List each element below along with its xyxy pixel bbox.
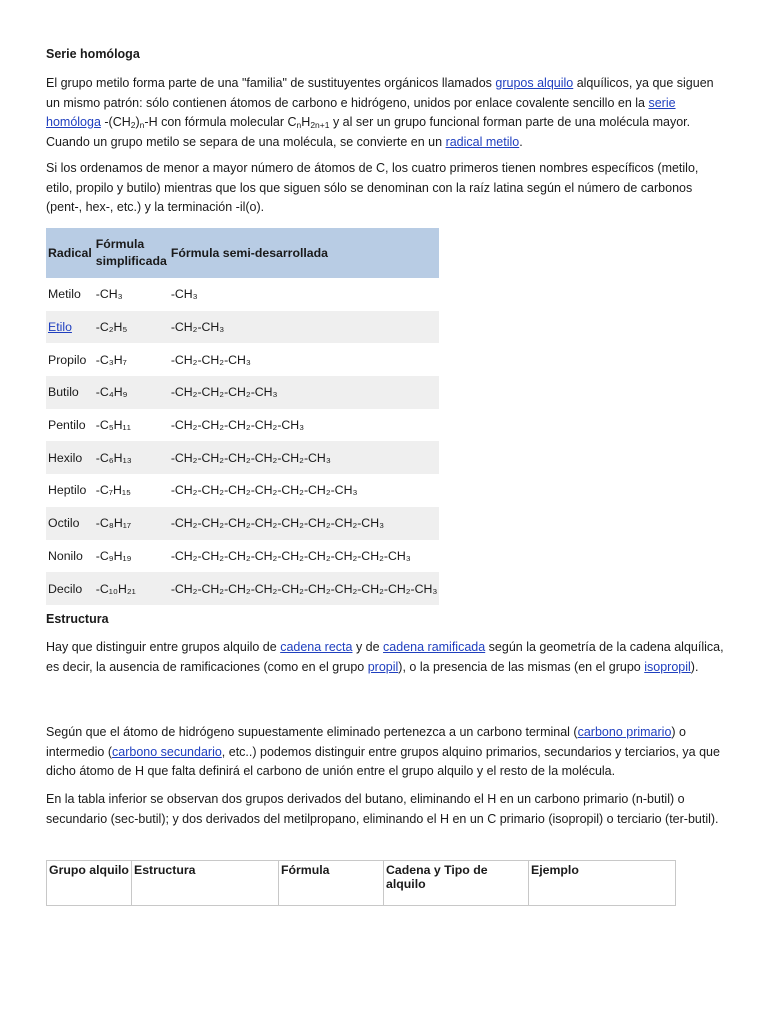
- formula-semi: -CH₂-CH₂-CH₂-CH₂-CH₃: [170, 418, 305, 433]
- radical-name: Heptilo: [48, 483, 87, 498]
- table-row: [46, 409, 439, 442]
- radical-name: Pentilo: [48, 418, 86, 433]
- table-row: [46, 507, 439, 540]
- formula-simple: -C₆H₁₃: [94, 441, 169, 474]
- table-row: [46, 343, 439, 376]
- formula-simple: -C₅H₁₁: [95, 418, 131, 433]
- paragraph-tabla-inferior: En la tabla inferior se observan dos grupos derivados del butano, eliminando el H en un carbono primario (n-butil) o secundario (sec-butil); y dos derivados del metilpropano, eliminando el H en un C primario (isopropil) o terciario (ter-butil).: [46, 792, 719, 826]
- formula-simple: -C₉H₁₉: [95, 548, 132, 563]
- formula-semi: -CH₂-CH₂-CH₂-CH₂-CH₂-CH₂-CH₂-CH₂-CH₂-CH₃: [169, 572, 440, 605]
- radical-name: Metilo: [48, 287, 81, 302]
- formula-simple: -C₃H₇: [95, 352, 127, 367]
- link-carbono-secundario[interactable]: carbono secundario: [112, 744, 222, 759]
- formula-simple: -C₄H₉: [94, 376, 169, 409]
- radical-name: Propilo: [48, 352, 87, 367]
- table-row: [46, 474, 439, 507]
- paragraph-serie-homologa: El grupo metilo forma parte de una "familia" de sustituyentes orgánicos llamados grupos alquilo alquílicos, ya que siguen un mismo patrón: sólo contienen átomos de carbono e hidrógeno, unidos por enlace covalente sencillo en la serie homóloga $-(CH_2)_n-H$ con fórmula molecular $C_nH_{2n+1}$ y al ser un grupo funcional forman parte de una molécula mayor. Cuando un grupo metilo se separa de una molécula, se convierte en un radical metilo.: [46, 76, 714, 149]
- table-row: [46, 441, 439, 474]
- radical-name: Butilo: [46, 376, 94, 409]
- table-row: [46, 278, 439, 311]
- radical-name: Nonilo: [48, 548, 83, 563]
- formula-semi: -CH₂-CH₂-CH₂-CH₂-CH₂-CH₂-CH₂-CH₃: [169, 507, 440, 540]
- formula-semi: -CH₂-CH₃: [169, 311, 440, 344]
- paragraph-hidrogeno: Según que el átomo de hidrógeno supuestamente eliminado pertenezca a un carbono terminal (carbono primario) o intermedio (carbono secundario, etc..) podemos distinguir entre grupos alquino primarios, secundarios y terciarios, ya que dicho átomo de H que falta definirá el carbono de unión entre el grupo alquilo y el resto de la molécula.: [46, 725, 720, 778]
- formula-semi: -CH₂-CH₂-CH₂-CH₂-CH₂-CH₃: [169, 441, 440, 474]
- section-heading-estructura: Estructura: [46, 612, 109, 626]
- table-header-row: [46, 228, 439, 278]
- radical-name: Octilo: [46, 507, 94, 540]
- paragraph-ordenamiento: Si los ordenamos de menor a mayor número de átomos de C, los cuatro primeros tienen nombres específicos (metilo, etilo, propilo y butilo) mientras que los que siguen sólo se denominan con la raíz latina según el número de carbonos (pent-, hex-, etc.) y la terminación -il(o).: [46, 161, 699, 214]
- link-propil[interactable]: propil: [367, 659, 399, 674]
- table-row: [46, 540, 439, 573]
- header-ejemplo: Ejemplo: [529, 861, 676, 906]
- section-heading-serie-homologa: Serie homóloga: [46, 47, 140, 61]
- table-row: [46, 572, 439, 605]
- link-cadena-ramificada[interactable]: cadena ramificada: [383, 640, 486, 654]
- header-grupo-alquilo: Grupo alquilo: [47, 861, 132, 906]
- link-carbono-primario[interactable]: carbono primario: [577, 725, 672, 739]
- link-serie-homologa[interactable]: serie homóloga: [46, 95, 676, 129]
- header-cadena-tipo: Cadena y Tipo de alquilo: [384, 861, 529, 906]
- alkyl-groups-table: [46, 860, 676, 906]
- link-etilo[interactable]: Etilo: [48, 320, 72, 335]
- table-row: [46, 376, 439, 409]
- header-radical: Radical: [46, 228, 94, 278]
- formula-simple: -C₂H₅: [94, 311, 169, 344]
- radicals-table: [46, 228, 439, 605]
- formula-semi: -CH₂-CH₂-CH₂-CH₂-CH₂-CH₂-CH₃: [170, 483, 358, 498]
- table-header-row: [47, 861, 676, 906]
- header-formula: Fórmula: [279, 861, 384, 906]
- header-estructura: Estructura: [132, 861, 279, 906]
- formula-simple: -C₁₀H₂₁: [94, 572, 169, 605]
- link-isopropil[interactable]: isopropil: [644, 659, 691, 674]
- header-formula-simplificada: Fórmula simplificada: [94, 228, 169, 278]
- link-radical-metilo[interactable]: radical metilo: [445, 134, 520, 149]
- radical-name: Decilo: [46, 572, 94, 605]
- formula-simple: -C₇H₁₅: [95, 483, 131, 498]
- paragraph-cadena: Hay que distinguir entre grupos alquilo de cadena recta y de cadena ramificada según la geometría de la cadena alquílica, es decir, la ausencia de ramificaciones (como en el grupo propil), o la presencia de las mismas (en el grupo isopropil).: [46, 640, 724, 674]
- formula-simple: -CH₃: [95, 287, 123, 302]
- formula-semi: -CH₂-CH₂-CH₂-CH₃: [169, 376, 440, 409]
- header-formula-semi: Fórmula semi-desarrollada: [169, 228, 440, 278]
- formula-semi: -CH₃: [170, 287, 198, 302]
- formula-simple: -C₈H₁₇: [94, 507, 169, 540]
- radical-name: [46, 311, 94, 344]
- radical-name: Hexilo: [46, 441, 94, 474]
- link-grupos-alquilo[interactable]: grupos alquilo: [495, 76, 574, 90]
- link-cadena-recta[interactable]: cadena recta: [280, 640, 353, 654]
- formula-semi: -CH₂-CH₂-CH₃: [170, 352, 251, 367]
- formula-semi: -CH₂-CH₂-CH₂-CH₂-CH₂-CH₂-CH₂-CH₂-CH₃: [170, 548, 411, 563]
- table-row: [46, 311, 439, 344]
